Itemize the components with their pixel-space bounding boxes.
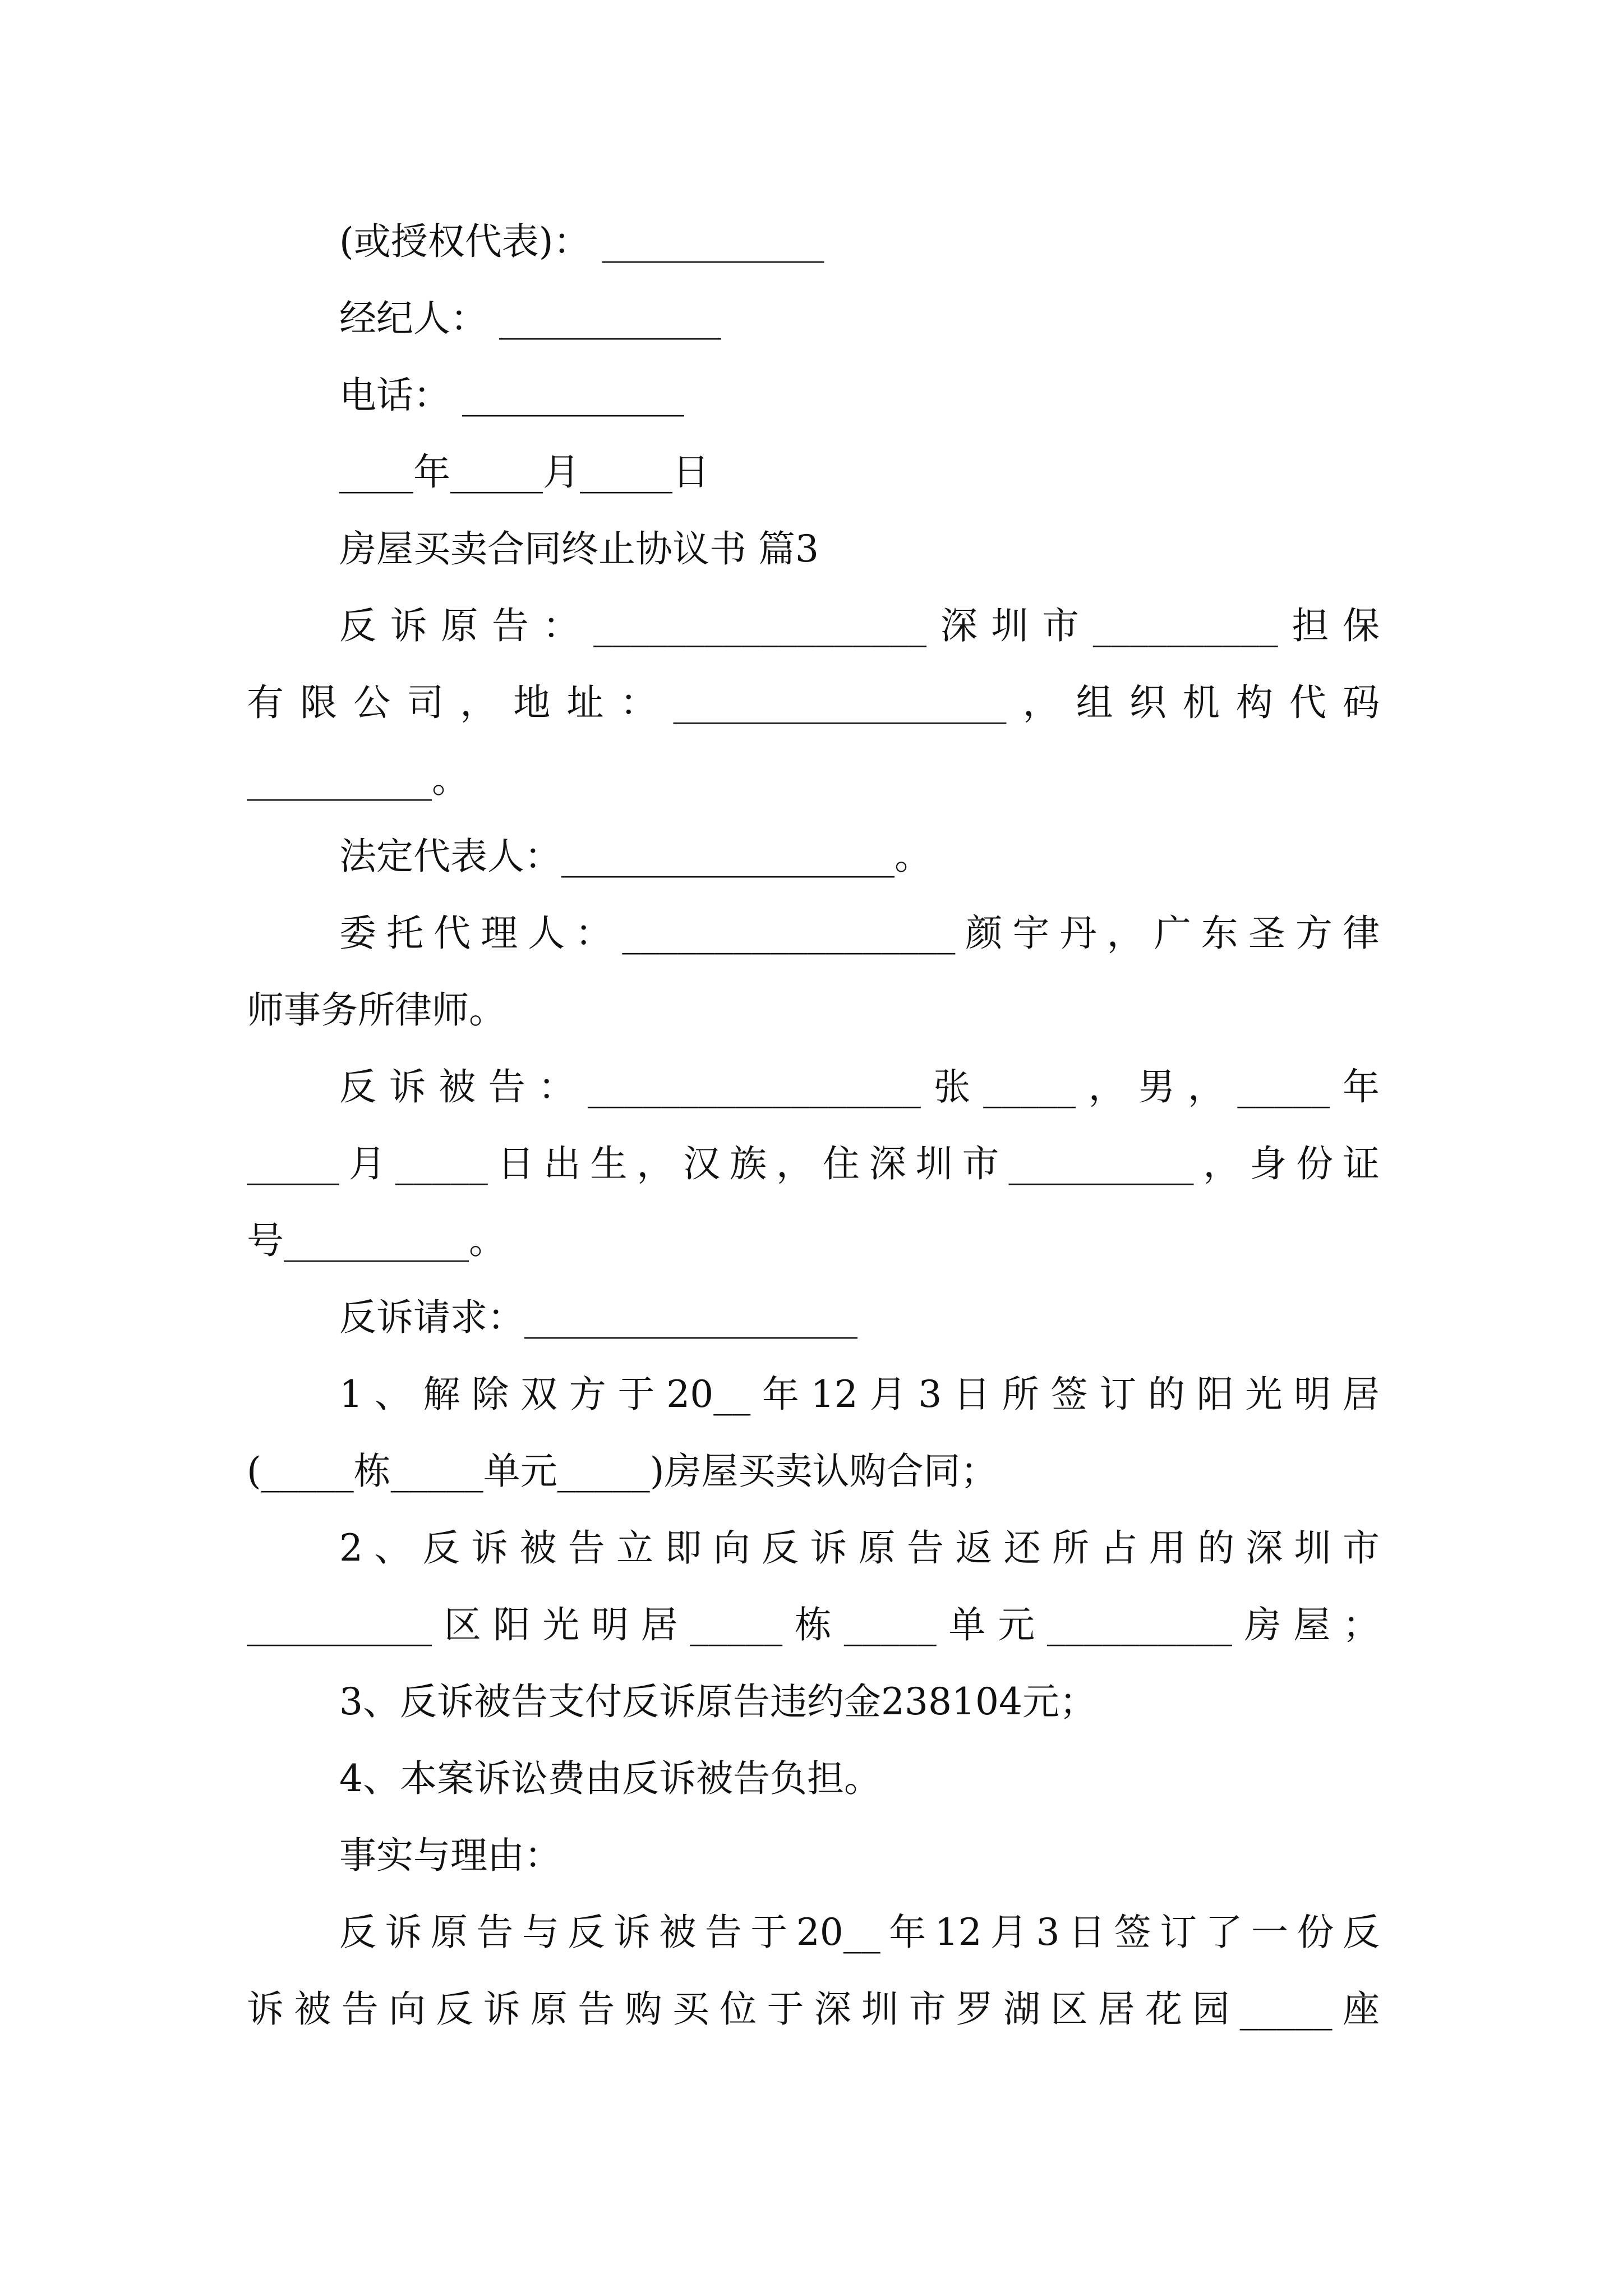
agent-line-1: 委托代理人：__________________颜宇丹，广东圣方律 [339,912,1380,955]
authorized-rep-line: (或授权代表)： ____________ [339,220,824,263]
plaintiff-line-1: 反诉原告：__________________深圳市__________担保 [339,604,1380,647]
claims-heading: 反诉请求：__________________ [339,1296,857,1339]
claim-2-line-1: 2、反诉被告立即向反诉原告返还所占用的深圳市 [339,1526,1380,1570]
plaintiff-line-2: 有限公司，地址：__________________，组织机构代码 [247,681,1380,724]
claim-4-line: 4、本案诉讼费由反诉被告负担。 [339,1757,881,1800]
broker-line: 经纪人： ____________ [339,297,721,340]
phone-line: 电话： ____________ [339,374,684,417]
claim-2-line-2: __________区阳光明居_____栋_____单元__________房屋； [247,1603,1380,1646]
plaintiff-line-3: __________。 [247,758,469,801]
facts-line-2: 诉被告向反诉原告购买位于深圳市罗湖区居花园_____座 [247,1987,1380,2031]
facts-heading: 事实与理由： [339,1834,561,1877]
section-title: 房屋买卖合同终止协议书 篇3 [339,527,819,570]
defendant-line-1: 反诉被告：__________________张_____，男，_____年 [339,1065,1380,1108]
agent-line-2: 师事务所律师。 [247,988,506,1032]
defendant-line-3: 号__________。 [247,1219,506,1262]
claim-3-line: 3、反诉被告支付反诉原告违约金238104元； [339,1680,1096,1723]
facts-line-1: 反诉原告与反诉被告于20__年12月3日签订了一份反 [339,1911,1380,1954]
defendant-line-2: _____月_____日出生，汉族，住深圳市__________，身份证 [247,1142,1380,1185]
claim-1-line-1: 1、解除双方于20__年12月3日所签订的阳光明居 [339,1373,1380,1416]
date-line: ____年_____月_____日 [339,450,709,494]
legal-rep-line: 法定代表人：__________________。 [339,835,932,878]
claim-1-line-2: (_____栋_____单元_____)房屋买卖认购合同； [247,1450,998,1493]
